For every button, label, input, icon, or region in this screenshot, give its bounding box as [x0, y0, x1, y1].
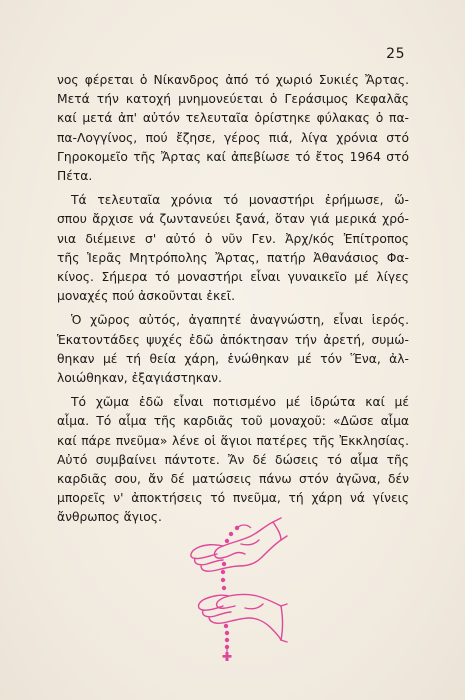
paragraph-3 [57, 311, 409, 388]
text-line: πα-Λογγίνος, πού ἔζησε, γέρος πιά, λίγα χρόνια στό [57, 130, 409, 145]
text-line: Μετά τήν κατοχή μνημονεύεται ὁ Γεράσιμος Κεφαλᾶς [57, 92, 409, 107]
body-text [57, 71, 409, 533]
text-line: νος φέρεται ὁ Νίκανδρος ἀπό τό χωριό Συκιές Ἄρτας. [57, 73, 409, 87]
text-line: καρδιᾶς σου, ἄν δέ ματώσεις πάνω στόν ἀγῶνα, δέν [57, 472, 409, 487]
text-line: μοναχές πού ἀσκοῦνται ἐκεῖ. [57, 289, 235, 304]
text-line: αἷμα. Τό αἷμα τῆς καρδιᾶς τοῦ μοναχοῦ: «Δῶσε αἷμα [57, 414, 409, 429]
text-line: Γηροκομεῖο τῆς Ἄρτας καί ἀπεβίωσε τό ἔτος 1964 στό [57, 149, 409, 164]
text-line: Τά τελευταῖα χρόνια τό μοναστήρι ἐρήμωσε, ὥ- [71, 193, 409, 208]
text-line: λοιώθηκαν, ἐξαγιάστηκαν. [57, 371, 222, 386]
text-line: νια διέμεινε σ' αὐτό ὁ νῦν Γεν. Ἀρχ/κός Ἐπίτροπος [57, 231, 409, 246]
text-line: σπου ἄρχισε νά ζωντανεύει ξανά, ὅταν γιά μερικά χρό- [57, 212, 409, 227]
text-line: Ἑκατοντάδες ψυχές ἐδῶ ἀπόκτησαν τήν ἀρετή, συμώ- [57, 332, 409, 347]
text-line: Πέτα. [57, 169, 93, 184]
page-number: 25 [386, 46, 405, 62]
paragraph-1 [57, 71, 409, 186]
text-line: μπορεῖς ν' ἀποκτήσεις τό πνεῦμα, τή χάρη νά γίνεις [57, 491, 409, 506]
paragraph-2 [57, 191, 409, 306]
paragraph-4 [57, 393, 409, 527]
text-line: καί πάρε πνεῦμα» λένε οἱ ἅγιοι πατέρες τῆς Ἐκκλησίας. [57, 433, 409, 448]
text-line: Ὁ χῶρος αὐτός, ἀγαπητέ ἀναγνώστη, εἶναι ἱερός. [71, 313, 409, 328]
text-line: καί μετά ἀπ' αὐτόν τελευταῖα ὁρίστηκε φύλακας ὁ πα- [57, 111, 409, 126]
text-line: Τό χῶμα ἐδῶ εἶναι ποτισμένο μέ ἱδρώτα καί μέ [71, 395, 409, 410]
praying-hands-with-prayer-rope-icon [177, 514, 289, 664]
text-line: ἄνθρωπος ἅγιος. [57, 510, 162, 525]
text-line: Αὐτό συμβαίνει πάντοτε. Ἄν δέ δώσεις τό αἷμα τῆς [57, 452, 409, 467]
text-line: κίνος. Σήμερα τό μοναστήρι εἶναι γυναικεῖο μέ λίγες [57, 270, 409, 285]
text-line: τῆς Ἱερᾶς Μητρόπολης Ἄρτας, πατήρ Ἀθανάσιος Φα- [57, 250, 409, 265]
text-line: θηκαν μέ τή θεία χάρη, ἑνώθηκαν μέ τόν Ἕνα, ἀλ- [57, 351, 409, 366]
